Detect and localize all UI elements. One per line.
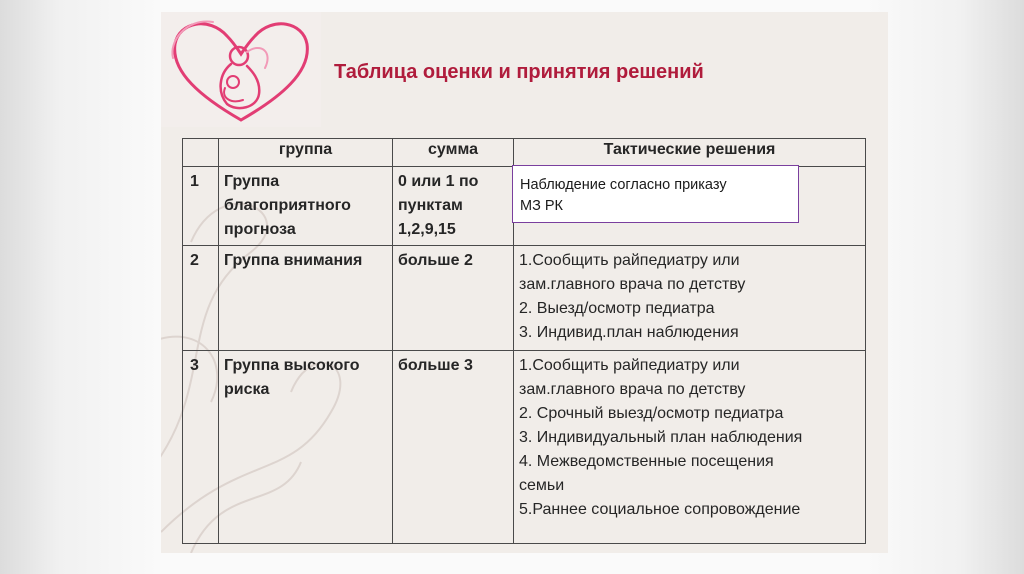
heart-mother-child-icon — [161, 12, 321, 127]
decision-line: 3. Индивид.план наблюдения — [519, 324, 739, 341]
decisions-cell — [514, 351, 866, 544]
decision-line: зам.главного врача по детству — [519, 381, 746, 398]
decision-line: 1.Сообщить райпедиатру или — [519, 357, 740, 374]
group-line: благоприятного — [224, 197, 351, 214]
sum-line: 1,2,9,15 — [398, 221, 456, 238]
header-decisions: Тактические решения — [514, 139, 866, 167]
group-line: Группа высокого — [224, 357, 360, 374]
decision-line: 1.Сообщить райпедиатру или — [519, 252, 740, 269]
sum-line: больше 2 — [398, 252, 473, 269]
group-line: Группа внимания — [224, 252, 363, 269]
note-popup — [512, 165, 799, 223]
row-number: 1 — [183, 167, 219, 246]
note-line: Наблюдение согласно приказу — [520, 177, 727, 193]
group-cell — [219, 167, 393, 246]
sum-line: 0 или 1 по — [398, 173, 479, 190]
note-line: МЗ РК — [520, 198, 563, 214]
row-number: 3 — [183, 351, 219, 544]
header-sum: сумма — [393, 139, 514, 167]
decision-line: 3. Индивидуальный план наблюдения — [519, 429, 803, 446]
header-number — [183, 139, 219, 167]
table-row — [183, 246, 866, 351]
decision-line: зам.главного врача по детству — [519, 276, 746, 293]
sum-line: пунктам — [398, 197, 463, 214]
sum-cell — [393, 351, 514, 544]
decision-line: семьи — [519, 477, 565, 494]
slide — [161, 12, 888, 553]
sum-cell — [393, 167, 514, 246]
group-line: Группа — [224, 173, 280, 190]
sum-cell — [393, 246, 514, 351]
row-number: 2 — [183, 246, 219, 351]
group-cell — [219, 246, 393, 351]
decision-line: 4. Межведомственные посещения — [519, 453, 774, 470]
decision-line: 2. Срочный выезд/осмотр педиатра — [519, 405, 784, 422]
table-header-row — [183, 139, 866, 167]
decision-line: 5.Раннее социальное сопровождение — [519, 501, 801, 518]
sum-line: больше 3 — [398, 357, 473, 374]
group-line: прогноза — [224, 221, 296, 238]
header-group: группа — [219, 139, 393, 167]
group-line: риска — [224, 381, 270, 398]
page-title: Таблица оценки и принятия решений — [334, 61, 704, 83]
table-row — [183, 351, 866, 544]
group-cell — [219, 351, 393, 544]
decisions-cell — [514, 246, 866, 351]
decision-line: 2. Выезд/осмотр педиатра — [519, 300, 715, 317]
